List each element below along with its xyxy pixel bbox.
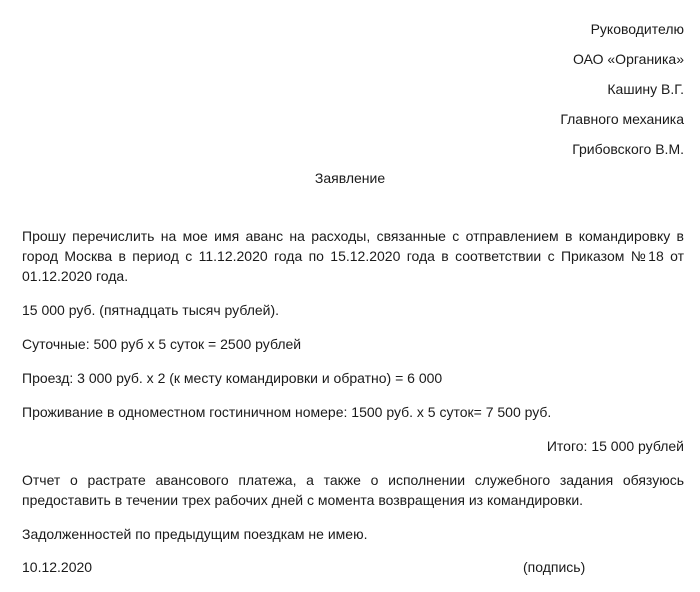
report-paragraph: Отчет о растрате авансового платежа, а также о исполнении служебного задания обязуюсь предоставить в течении трех рабочих дней с момента возвращения из командировки. bbox=[22, 472, 684, 508]
sender-name: Грибовского В.М. bbox=[572, 141, 684, 157]
request-paragraph: Прошу перечислить на мое имя аванс на расходы, связанные с отправлением в командировку в город Москва в период с 11.12.2020 года по 15.12.2020 года в соответствии с Приказом №18 от 01.12.2020 года. bbox=[22, 228, 684, 284]
addressee-name: Кашину В.Г. bbox=[607, 81, 684, 97]
signature-placeholder: (подпись) bbox=[523, 559, 586, 575]
document-date: 10.12.2020 bbox=[22, 559, 93, 575]
amount-line: 15 000 руб. (пятнадцать тысяч рублей). bbox=[22, 302, 280, 318]
addressee-position: Руководителю bbox=[590, 21, 684, 37]
no-debt-line: Задолженностей по предыдущим поездкам не имею. bbox=[22, 526, 368, 542]
addressee-company: ОАО «Органика» bbox=[573, 51, 684, 67]
travel-line: Проезд: 3 000 руб. х 2 (к месту командировки и обратно) = 6 000 bbox=[22, 370, 443, 386]
sender-position: Главного механика bbox=[560, 111, 684, 127]
document-title: Заявление bbox=[314, 170, 386, 186]
document-body bbox=[22, 226, 684, 544]
addressee-block bbox=[560, 14, 684, 164]
per-diem-line: Суточные: 500 руб х 5 суток = 2500 рублей bbox=[22, 336, 302, 352]
lodging-line: Проживание в одноместном гостиничном номере: 1500 руб. х 5 суток= 7 500 руб. bbox=[22, 404, 552, 420]
total-line: Итого: 15 000 рублей bbox=[546, 438, 684, 454]
